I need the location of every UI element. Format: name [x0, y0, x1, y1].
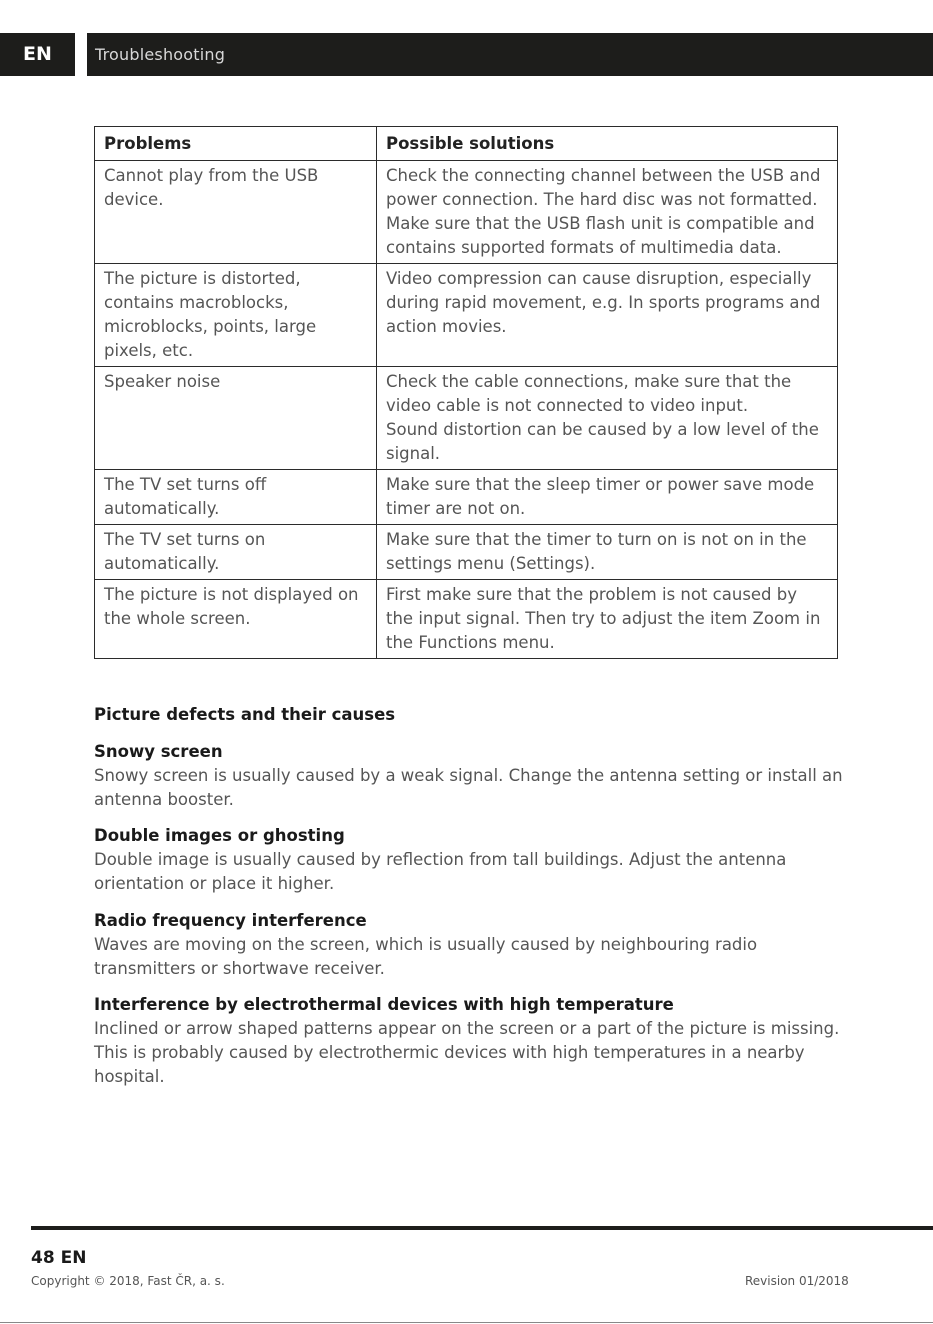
table-header-row [95, 127, 838, 161]
section-title: Troubleshooting [95, 45, 226, 64]
subsection-heading: Interference by electrothermal devices with high temperature [94, 995, 674, 1014]
solution-text: Check the cable connections, make sure that the video cable is not connected to video input. [386, 372, 792, 415]
problem-cell: Cannot play from the USB device. [95, 161, 377, 264]
copyright-text: Copyright © 2018, Fast ČR, a. s. [31, 1274, 225, 1288]
page-number: 48 EN [31, 1248, 87, 1268]
page-bottom-edge [0, 1322, 933, 1323]
problem-cell: The picture is distorted, contains macroblocks, microblocks, points, large pixels, etc. [95, 264, 377, 367]
subsection-text: Double image is usually caused by reflection from tall buildings. Adjust the antenna orientation or place it higher. [94, 850, 787, 893]
solution-cell [377, 580, 838, 659]
language-badge: EN [0, 33, 75, 76]
subsection-text: Waves are moving on the screen, which is usually caused by neighbouring radio transmitters or shortwave receiver. [94, 935, 758, 978]
subsection-heading: Snowy screen [94, 742, 223, 761]
solution-text: Check the connecting channel between the USB and power connection. The hard disc was not formatted. Make sure that the USB flash unit is compatible and contains supported formats of multimedia data. [386, 166, 821, 257]
table-row [95, 367, 838, 470]
header-divider [75, 33, 87, 76]
problem-cell: The TV set turns on automatically. [95, 525, 377, 580]
subsection-text: Inclined or arrow shaped patterns appear on the screen or a part of the picture is missing. This is probably caused by electrothermic devices with high temperatures in a nearby hospital. [94, 1019, 840, 1086]
solution-text: Video compression can cause disruption, especially during rapid movement, e.g. In sports programs and action movies. [386, 269, 821, 336]
radio-interference-section [94, 909, 854, 981]
problem-cell: The picture is not displayed on the whole screen. [95, 580, 377, 659]
revision-text: Revision 01/2018 [745, 1274, 849, 1288]
solution-cell [377, 367, 838, 470]
table-row [95, 470, 838, 525]
solution-text: Sound distortion can be caused by a low level of the signal. [386, 420, 819, 463]
picture-defects-section [94, 703, 854, 727]
subsection-text: Snowy screen is usually caused by a weak signal. Change the antenna setting or install an antenna booster. [94, 766, 843, 809]
table-row [95, 161, 838, 264]
troubleshooting-table [94, 126, 838, 659]
solution-text: Make sure that the sleep timer or power save mode timer are not on. [386, 475, 815, 518]
table-row [95, 525, 838, 580]
section-heading: Picture defects and their causes [94, 705, 396, 724]
problem-cell: Speaker noise [95, 367, 377, 470]
solution-text: Make sure that the timer to turn on is not on in the settings menu (Settings). [386, 530, 807, 573]
solution-text: First make sure that the problem is not caused by the input signal. Then try to adjust the item Zoom in the Functions menu. [386, 585, 821, 652]
subsection-heading: Radio frequency interference [94, 911, 367, 930]
footer-divider [31, 1226, 933, 1230]
column-header-problems: Problems [95, 127, 377, 161]
page-header [0, 33, 933, 76]
electrothermal-section [94, 993, 854, 1089]
solution-cell [377, 470, 838, 525]
ghosting-section [94, 824, 854, 896]
column-header-solutions: Possible solutions [377, 127, 838, 161]
solution-cell [377, 525, 838, 580]
solution-cell [377, 161, 838, 264]
solution-cell [377, 264, 838, 367]
table-row [95, 580, 838, 659]
problem-cell: The TV set turns off automatically. [95, 470, 377, 525]
snowy-screen-section [94, 740, 854, 812]
table-row [95, 264, 838, 367]
subsection-heading: Double images or ghosting [94, 826, 345, 845]
